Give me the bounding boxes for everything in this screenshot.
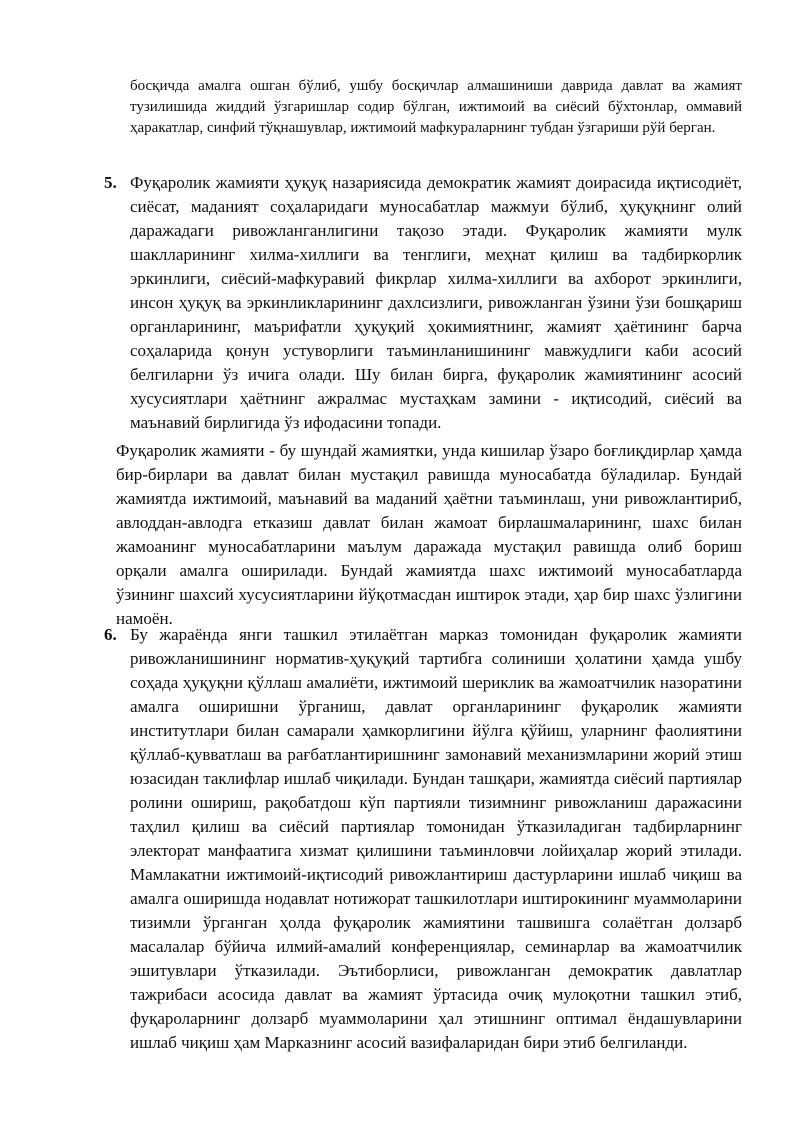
paragraph-continuation: босқичда амалга ошган бўлиб, ушбу босқичлар алмашиниши даврида давлат ва жамият тузилишида жиддий ўзгаришлар содир бўлган, ижтимоий ва сиёсий бўхтонлар, оммавий ҳаракатлар, синфий тўқнашувлар, ижтимоий мафкураларнинг тубдан ўзгариши рўй берган. bbox=[130, 78, 742, 136]
item-number-6: 6. bbox=[104, 625, 117, 644]
item-6-text: Бу жараёнда янги ташкил этилаётган марказ томонидан фуқаролик жамияти ривожланишининг норматив-ҳуқуқий тартибга солиниши ҳолатини ҳамда ушбу соҳада ҳуқуқни қўллаш амалиёти, ижтимоий шериклик ва жамоатчилик назоратини амалга оширишни ўрганиш, давлат органларининг фуқаролик жамияти институтлари билан самарали ҳамкорлигини йўлга қўйиш, уларнинг фаолиятини қўллаб-қувватлаш ва рағбатлантиришнинг замонавий механизмларини жорий этиш юзасидан таклифлар ишлаб чиқилади. Бундан ташқари, жамиятда сиёсий партиялар ролини ошириш, рақобатдош кўп партияли тизимнинг ривожланиш даражасини таҳлил қилиш ва сиёсий партиялар томонидан ўтказиладиган тадбирларнинг электорат манфаатига хизмат қилишини таъминловчи лойиҳалар жорий этилади. Мамлакатни ижтимоий-иқтисодий ривожлантириш дастурларини ишлаб чиқиш ва амалга оширишда нодавлат нотижорат ташкилотлари иштирокининг муаммоларини тизимли ўрганган ҳолда фуқаролик жамиятини ташвишга солаётган долзарб масалалар бўйича илмий-амалий конференциялар, семинарлар ва жамоатчилик эшитувлари ўтказилади. Эътиборлиси, ривожланган демократик давлатлар тажрибаси асосида давлат ва жамият ўртасида очиқ мулоқотни ташкил этиб, фуқароларнинг долзарб муаммоларини ҳал этишнинг оптимал ёндашувларини ишлаб чиқиш ҳам Марказнинг асосий вазифаларидан бири этиб белгиланди. bbox=[130, 625, 742, 1052]
item-number-5: 5. bbox=[104, 173, 117, 192]
paragraph-civil-society-definition: Фуқаролик жамияти - бу шундай жамиятки, унда кишилар ўзаро боғлиқдирлар ҳамда бир-бирлари ва давлат билан мустақил равишда муносабатда бўладилар. Бундай жамиятда ижтимоий, маънавий ва маданий ҳаётни таъминлаш, уни ривожлантириб, авлоддан-авлодга етказиш давлат билан жамоат бирлашмаларининг, шахс билан жамоанинг муносабатларини маълум даражада мустақил равишда олиб бориш орқали амалга оширилади. Бундай жамиятда шахс ижтимоий муносабатларда ўзининг шахсий хусусиятларини йўқотмасдан иштирок этади, ҳар бир шахс ўзлигини намоён. bbox=[116, 441, 742, 628]
item-5-text: Фуқаролик жамияти ҳуқуқ назариясида демократик жамият доирасида иқтисодиёт, сиёсат, маданият соҳаларидаги муносабатлар мажмуи бўлиб, ҳуқуқнинг олий даражадаги ривожланганлигини тақозо этади. Фуқаролик жамияти мулк шаклларининг хилма-хиллиги ва тенглиги, меҳнат қилиш ва тадбиркорлик эркинлиги, сиёсий-мафкуравий фикрлар хилма-хиллиги ва ахборот эркинлиги, инсон ҳуқуқ ва эркинликларининг дахлсизлиги, ривожланган ўзини ўзи бошқариш органларининг, маърифатли ҳуқуқий ҳокимиятнинг, жамият ҳаётининг барча соҳаларида қонун устуворлиги таъминланишининг мавжудлиги каби асосий белгиларни ўз ичига олади. Шу билан бирга, фуқаролик жамиятининг асосий хусусиятлари ҳаётнинг ажралмас мустаҳкам замини - иқтисодий, сиёсий ва маънавий бирлигида ўз ифодасини топади. bbox=[130, 173, 742, 432]
